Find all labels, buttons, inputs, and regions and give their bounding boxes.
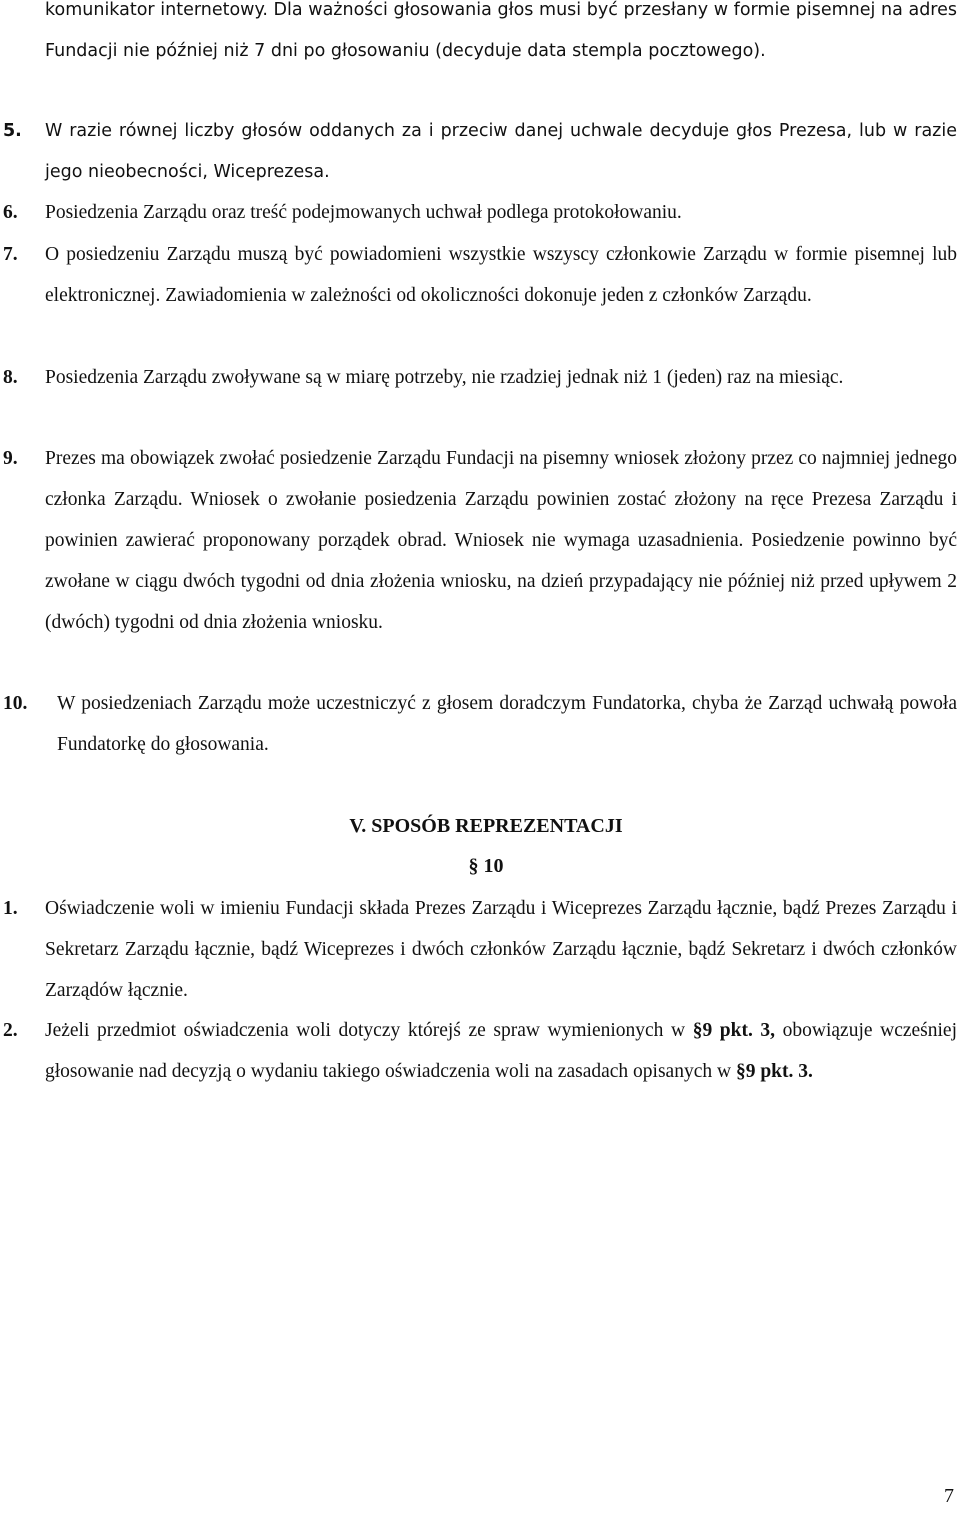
intro-paragraph: komunikator internetowy. Dla ważności głosowania głos musi być przesłany w formie pisemnej na adres Fundacji nie później niż 7 dni po głosowaniu (decyduje data stempla pocztowego). [45, 0, 957, 61]
reference-9-pkt-3: §9 pkt. 3, [692, 1020, 776, 1041]
section-heading [0, 806, 960, 847]
page-number: 7 [944, 1485, 954, 1507]
item-text [45, 1010, 957, 1092]
item-number: 6. [3, 202, 18, 223]
section-title: V. SPOSÓB REPREZENTACJI [349, 815, 623, 837]
list-item [3, 1010, 957, 1092]
list-item [3, 438, 957, 643]
list-item [3, 357, 957, 398]
item-number: 1. [3, 898, 18, 919]
list-item [3, 888, 957, 1011]
item-text: Oświadczenie woli w imieniu Fundacji składa Prezes Zarządu i Wiceprezes Zarządu łącznie, bądź Prezes Zarządu i Sekretarz Zarządu łącznie, bądź Wiceprezes i dwóch członków Zarządu łącznie, bądź Sekretarz i dwóch członków Zarządów łącznie. [45, 898, 957, 1001]
list-item [3, 111, 957, 193]
list-item [3, 192, 957, 233]
item-number: 9. [3, 448, 18, 469]
item-text: W razie równej liczby głosów oddanych za i przeciw danej uchwale decyduje głos Prezesa, lub w razie jego nieobecności, Wiceprezesa. [45, 121, 957, 182]
item-number: 5. [3, 121, 22, 141]
item-number: 2. [3, 1020, 18, 1041]
item-number: 8. [3, 367, 18, 388]
item-text: Posiedzenia Zarządu zwoływane są w miarę potrzeby, nie rzadziej jednak niż 1 (jeden) raz na miesiąc. [45, 367, 844, 388]
list-item [3, 683, 957, 765]
item-text: Posiedzenia Zarządu oraz treść podejmowanych uchwał podlega protokołowaniu. [45, 202, 682, 223]
item-text-part: obowiązuje wcześniej głosowanie nad decyzją o wydaniu takiego oświadczenia woli na zasadach opisanych w [45, 1020, 957, 1082]
list-item [3, 234, 957, 316]
item-number: 7. [3, 244, 18, 265]
paragraph-number: § 10 [468, 855, 504, 877]
item-text: Prezes ma obowiązek zwołać posiedzenie Zarządu Fundacji na pisemny wniosek złożony przez co najmniej jednego członka Zarządu. Wniosek o zwołanie posiedzenia Zarządu powinien zostać złożony na ręce Prezesa Zarządu i powinien zawierać proponowany porządek obrad. Wniosek nie wymaga uzasadnienia. Posiedzenie powinno być zwołane w ciągu dwóch tygodni od dnia złożenia wniosku, na dzień przypadający nie później niż przed upływem 2 (dwóch) tygodni od dnia złożenia wniosku. [45, 448, 957, 633]
item-text-part: Jeżeli przedmiot oświadczenia woli dotyczy którejś ze spraw wymienionych w [45, 1020, 693, 1041]
paragraph-sign-heading [0, 846, 960, 887]
item-text: O posiedzeniu Zarządu muszą być powiadomieni wszystkie wszyscy członkowie Zarządu w formie pisemnej lub elektronicznej. Zawiadomienia w zależności od okoliczności dokonuje jeden z członków Zarządu. [45, 244, 957, 306]
reference-9-pkt-3: §9 pkt. 3. [735, 1061, 813, 1082]
item-number: 10. [3, 693, 28, 714]
item-text: W posiedzeniach Zarządu może uczestniczyć z głosem doradczym Fundatorka, chyba że Zarząd uchwałą powoła Fundatorkę do głosowania. [57, 693, 957, 755]
